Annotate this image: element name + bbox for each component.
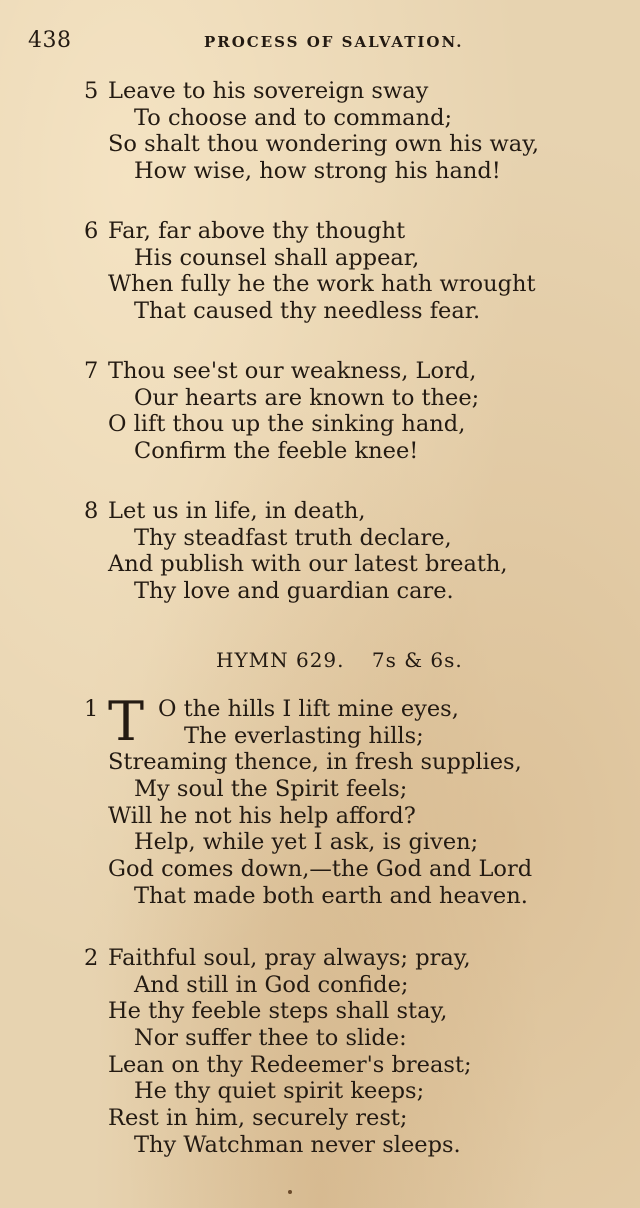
stanza-line: Our hearts are known to thee;: [134, 384, 480, 411]
stanza-line: The everlasting hills;: [184, 722, 424, 749]
stanza-line: That made both earth and heaven.: [134, 882, 528, 909]
verse-text: Let us in life, in death,: [108, 498, 366, 524]
stanza-line: Thy love and guardian care.: [134, 578, 454, 605]
stanza-6: [84, 218, 614, 325]
stanza-line: [84, 358, 614, 385]
page-number: 438: [28, 28, 72, 53]
stanza-line: And still in God confide;: [134, 971, 409, 998]
stanza-line: He thy quiet spirit keeps;: [134, 1078, 425, 1105]
stanza-line: Lean on thy Redeemer's breast;: [108, 1051, 472, 1078]
stanza-line: Thy Watchman never sleeps.: [134, 1131, 461, 1158]
hymn-stanza-1: [84, 690, 614, 910]
stanza-line: God comes down,—the God and Lord: [108, 856, 533, 883]
hymn-title: [216, 648, 463, 672]
stanza-line: His counsel shall appear,: [134, 244, 420, 271]
stanza-number: 6: [84, 218, 99, 244]
stanza-line: He thy feeble steps shall stay,: [108, 998, 448, 1025]
stanza-line: That caused thy needless fear.: [134, 298, 481, 325]
stanza-line: Confirm the feeble knee!: [134, 438, 419, 465]
verse-text: Faithful soul, pray always; pray,: [108, 945, 471, 971]
stanza-line: So shalt thou wondering own his way,: [108, 131, 540, 158]
verse-text: O the hills I lift mine eyes,: [158, 696, 459, 722]
drop-cap: T: [108, 690, 145, 753]
stanza-line: Nor suffer thee to slide:: [134, 1025, 407, 1052]
running-title: PROCESS OF SALVATION.: [204, 33, 464, 51]
stanza-line: [84, 696, 614, 723]
page-header: [28, 28, 608, 56]
stanza-8: [84, 498, 614, 605]
stanza-line: Rest in him, securely rest;: [108, 1105, 408, 1132]
stanza-line: [84, 78, 614, 105]
hymn-stanza-2: [84, 945, 614, 1159]
verse-text: Far, far above thy thought: [108, 218, 406, 244]
stanza-number: 5: [84, 78, 99, 104]
stanza-line: Thy steadfast truth declare,: [134, 524, 452, 551]
stanza-number: 8: [84, 498, 99, 524]
stanza-line: When fully he the work hath wrought: [108, 271, 536, 298]
stanza-line: To choose and to command;: [134, 104, 453, 131]
stanza-line: How wise, how strong his hand!: [134, 158, 501, 185]
stanza-line: My soul the Spirit feels;: [134, 776, 408, 803]
stanza-number: 7: [84, 358, 99, 384]
verse-text: Thou see'st our weakness, Lord,: [108, 358, 477, 384]
ink-speck: [288, 1190, 292, 1194]
stanza-7: [84, 358, 614, 465]
hymn-number: HYMN 629.: [216, 648, 345, 672]
stanza-line: O lift thou up the sinking hand,: [108, 411, 466, 438]
verse-text: Leave to his sovereign sway: [108, 78, 429, 104]
stanza-line: [84, 945, 614, 972]
stanza-number: 2: [84, 945, 99, 971]
stanza-line: Help, while yet I ask, is given;: [134, 829, 479, 856]
stanza-line: Will he not his help afford?: [108, 802, 416, 829]
stanza-line: Streaming thence, in fresh supplies,: [108, 749, 522, 776]
stanza-number: 1: [84, 696, 99, 722]
stanza-5: [84, 78, 614, 185]
hymn-meter: 7s & 6s.: [371, 648, 463, 672]
stanza-line: [84, 218, 614, 245]
stanza-line: And publish with our latest breath,: [108, 551, 508, 578]
stanza-line: [84, 498, 614, 525]
